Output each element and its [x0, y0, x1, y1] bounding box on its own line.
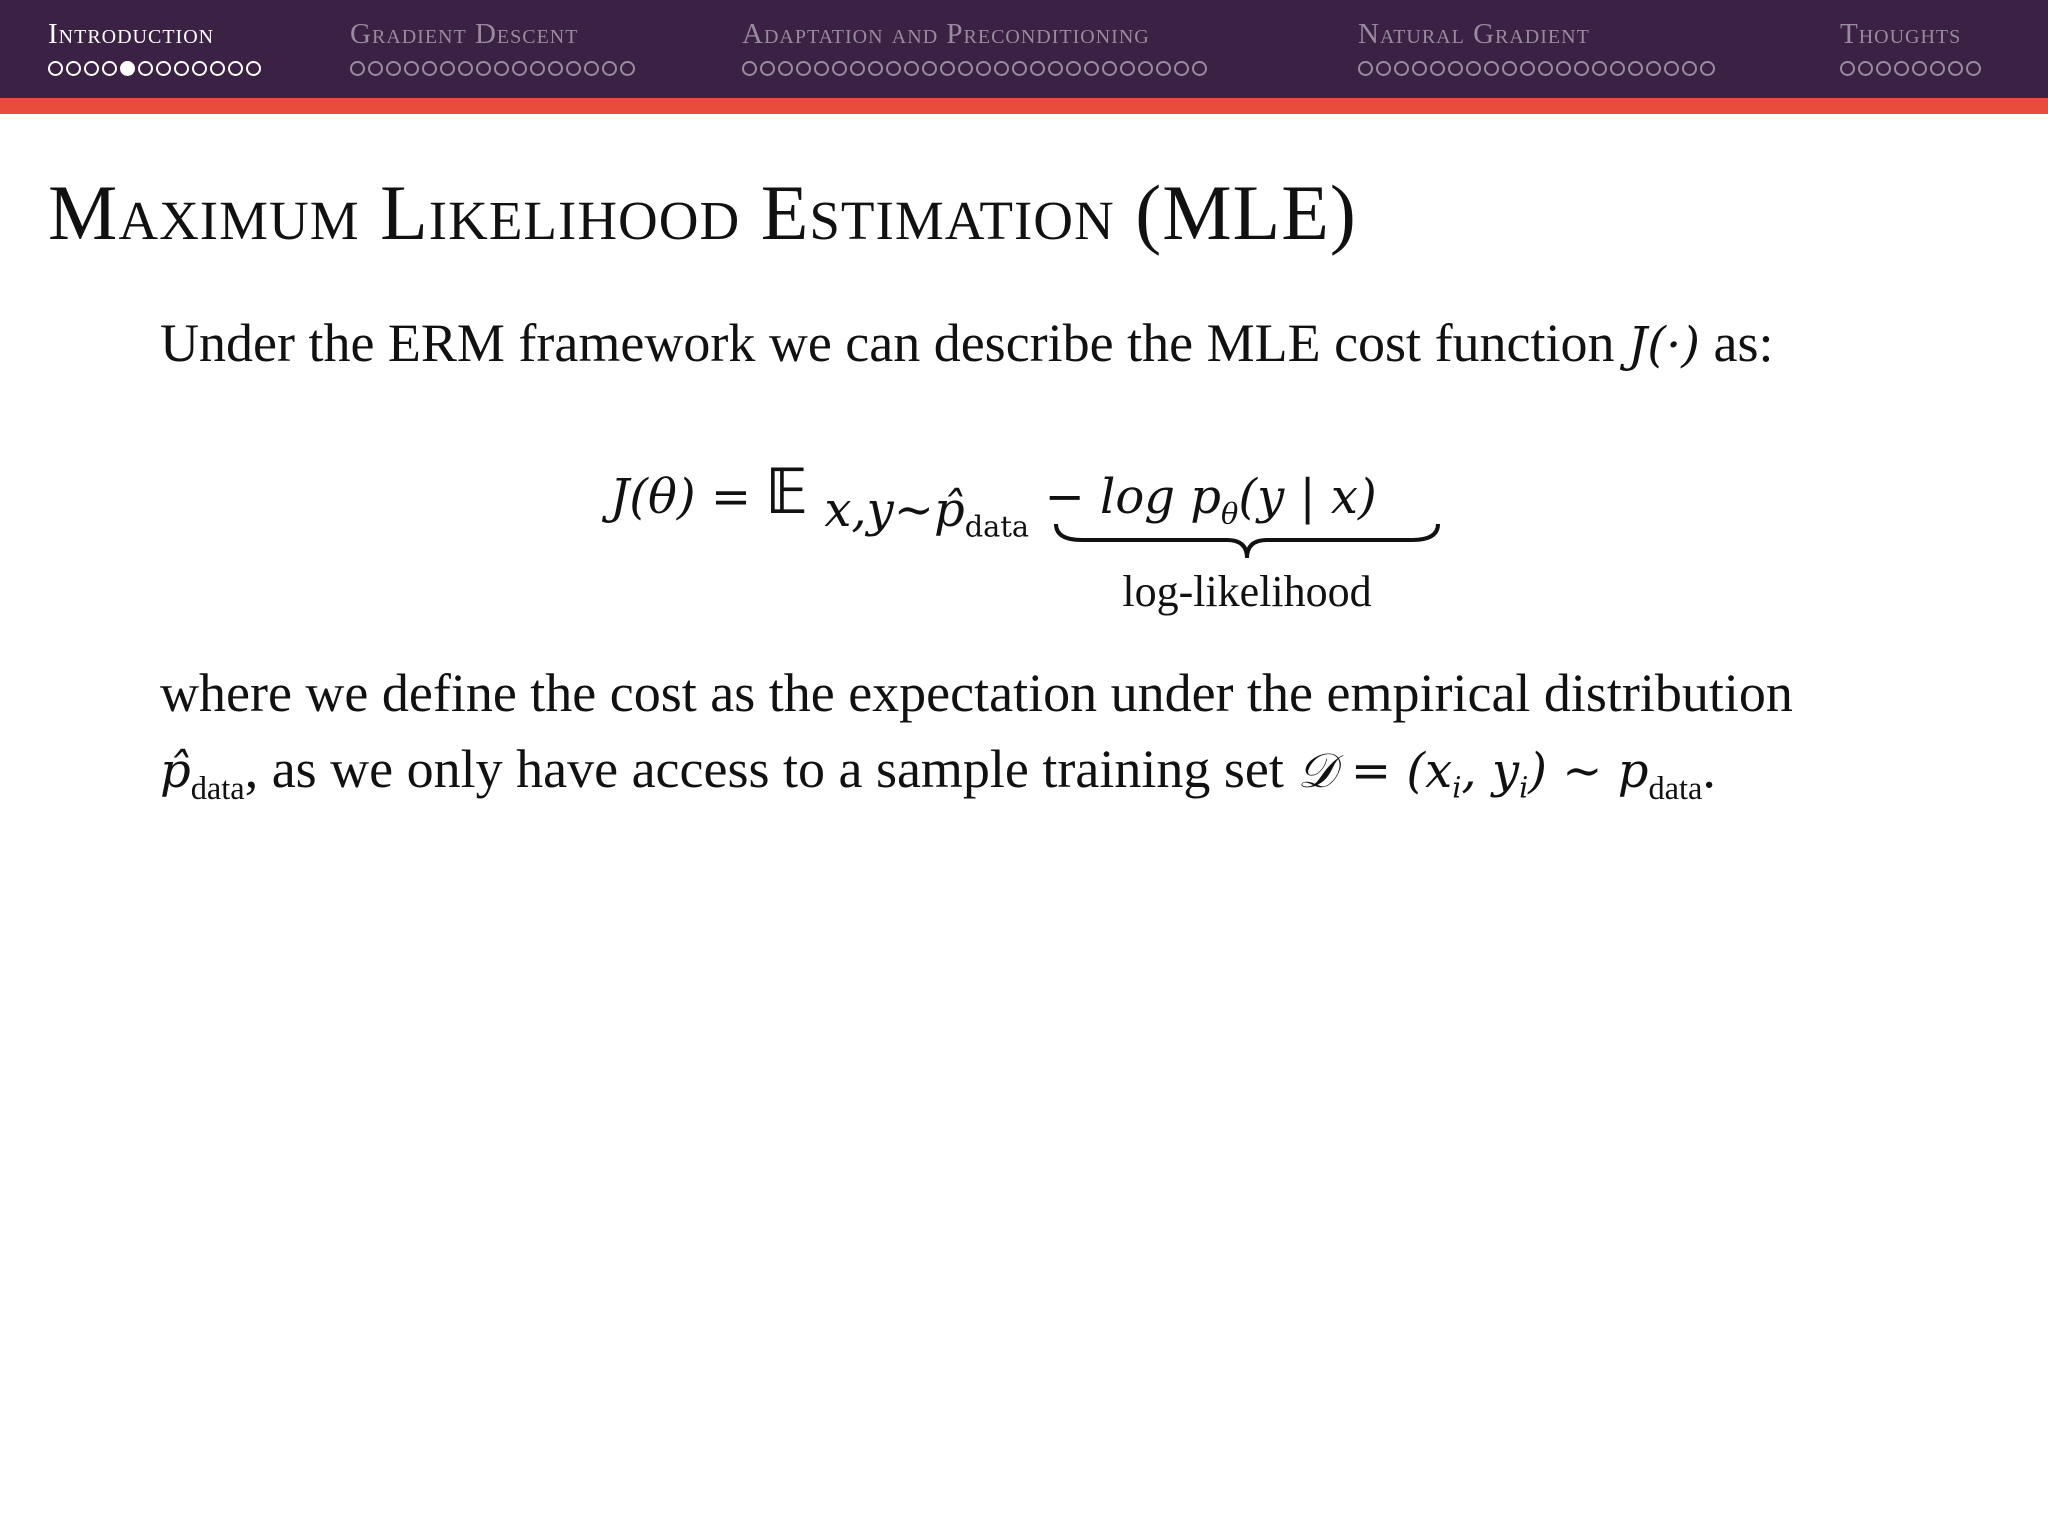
nav-frame-dot[interactable] [440, 61, 455, 76]
nav-frame-dot[interactable] [1138, 61, 1153, 76]
nav-frame-dot[interactable] [1394, 61, 1409, 76]
nav-frame-dot[interactable] [1412, 61, 1427, 76]
nav-section-dots [742, 61, 1207, 76]
nav-frame-dot[interactable] [1628, 61, 1643, 76]
nav-section-introduction[interactable] [48, 18, 261, 76]
nav-frame-dot[interactable] [1030, 61, 1045, 76]
expectation-subscript-vars: x,y∼p̂ [824, 482, 965, 539]
nav-frame-dot[interactable] [1840, 61, 1855, 76]
nav-frame-dot[interactable] [138, 61, 153, 76]
nav-frame-dot[interactable] [760, 61, 775, 76]
nav-frame-dot[interactable] [742, 61, 757, 76]
nav-frame-dot[interactable] [1876, 61, 1891, 76]
dataset-math [1297, 743, 1649, 805]
nav-frame-dot[interactable] [1448, 61, 1463, 76]
expectation-subscript-data: data [964, 509, 1030, 544]
nav-frame-dot[interactable] [1664, 61, 1679, 76]
nav-section-natural-gradient[interactable] [1358, 18, 1715, 76]
nav-frame-dot[interactable] [228, 61, 243, 76]
nav-frame-dot[interactable] [994, 61, 1009, 76]
accent-stripe [0, 98, 2048, 114]
nav-frame-dot[interactable] [1556, 61, 1571, 76]
nav-frame-dot[interactable] [814, 61, 829, 76]
nav-section-title[interactable]: Natural Gradient [1358, 18, 1590, 50]
nav-frame-dot[interactable] [422, 61, 437, 76]
nav-frame-dot[interactable] [620, 61, 635, 76]
log-term-main: − log p [1044, 469, 1222, 525]
nav-frame-dot[interactable] [66, 61, 81, 76]
nav-frame-dot[interactable] [102, 61, 117, 76]
nav-frame-dot[interactable] [1646, 61, 1661, 76]
dataset-index-i2: i [1519, 770, 1529, 805]
nav-frame-dot[interactable] [1930, 61, 1945, 76]
nav-section-gradient-descent[interactable] [350, 18, 635, 76]
explanation-line-1: where we define the cost as the expectation under the empirical distribution [160, 663, 1793, 723]
nav-frame-dot[interactable] [1858, 61, 1873, 76]
nav-frame-dot[interactable] [1538, 61, 1553, 76]
nav-frame-dot[interactable] [386, 61, 401, 76]
nav-frame-dot[interactable] [1610, 61, 1625, 76]
nav-section-title[interactable]: Adaptation and Preconditioning [742, 18, 1150, 50]
p-hat-subscript: data [190, 770, 245, 807]
intro-tail: as: [1713, 313, 1774, 373]
nav-frame-dot[interactable] [1894, 61, 1909, 76]
nav-section-dots [1840, 61, 1981, 76]
slide-title: Maximum Likelihood Estimation (MLE) [48, 169, 1357, 256]
nav-frame-dot[interactable] [1430, 61, 1445, 76]
nav-frame-dot[interactable] [350, 61, 365, 76]
nav-frame-dot[interactable] [210, 61, 225, 76]
nav-frame-dot[interactable] [192, 61, 207, 76]
nav-frame-dot[interactable] [1502, 61, 1517, 76]
nav-frame-dot[interactable] [1120, 61, 1135, 76]
nav-frame-dot[interactable] [1912, 61, 1927, 76]
nav-frame-dot[interactable] [530, 61, 545, 76]
nav-frame-dot[interactable] [1174, 61, 1189, 76]
nav-frame-dot[interactable] [976, 61, 991, 76]
expectation-subscript [824, 482, 1030, 544]
nav-frame-dot[interactable] [246, 61, 261, 76]
nav-frame-dot[interactable] [1592, 61, 1607, 76]
nav-frame-dot[interactable] [1102, 61, 1117, 76]
underbrace [1052, 520, 1442, 562]
nav-frame-dot[interactable] [1484, 61, 1499, 76]
nav-frame-dot[interactable] [904, 61, 919, 76]
nav-frame-dot[interactable] [404, 61, 419, 76]
explanation-text: , as we only have access to a sample training set [244, 739, 1298, 799]
dataset-index-i: i [1452, 770, 1462, 805]
sentence-period: . [1702, 739, 1716, 799]
nav-frame-dot[interactable] [476, 61, 491, 76]
nav-frame-dot[interactable] [940, 61, 955, 76]
explanation-line-2 [160, 731, 1793, 827]
nav-frame-dot[interactable] [584, 61, 599, 76]
nav-frame-dot[interactable] [832, 61, 847, 76]
nav-section-thoughts[interactable] [1840, 18, 1981, 76]
intro-math: J(·) [1628, 317, 1700, 373]
intro-paragraph [160, 305, 1773, 383]
intro-text: Under the ERM framework we can describe the MLE cost function [160, 313, 1615, 373]
nav-frame-dot[interactable] [868, 61, 883, 76]
p-hat-symbol: p̂ [160, 743, 191, 799]
nav-frame-dot[interactable] [84, 61, 99, 76]
expectation-symbol: 𝔼 [766, 455, 809, 528]
p-data-subscript: data [1648, 770, 1703, 807]
nav-frame-dot[interactable] [1376, 61, 1391, 76]
underbrace-label: log-likelihood [1122, 567, 1372, 616]
nav-frame-dot[interactable] [48, 61, 63, 76]
nav-frame-dot[interactable] [602, 61, 617, 76]
nav-section-title[interactable]: Gradient Descent [350, 18, 579, 50]
nav-frame-dot[interactable] [1192, 61, 1207, 76]
nav-frame-dot[interactable] [566, 61, 581, 76]
dataset-math-start: 𝒟 = (x [1297, 743, 1453, 799]
nav-frame-dot[interactable] [156, 61, 171, 76]
nav-section-dots [350, 61, 635, 76]
nav-frame-dot[interactable] [1520, 61, 1535, 76]
nav-frame-dot[interactable] [368, 61, 383, 76]
nav-frame-dot[interactable] [886, 61, 901, 76]
nav-frame-dot[interactable] [1574, 61, 1589, 76]
log-term-theta: θ [1221, 496, 1239, 531]
nav-frame-dot[interactable] [778, 61, 793, 76]
nav-section-title[interactable]: Thoughts [1840, 18, 1962, 50]
nav-frame-dot[interactable] [548, 61, 563, 76]
nav-section-adaptation[interactable] [742, 18, 1207, 76]
nav-frame-dot[interactable] [1966, 61, 1981, 76]
equation-lhs: J(θ) = [610, 469, 767, 525]
nav-frame-dot[interactable] [1012, 61, 1027, 76]
nav-frame-dot[interactable] [1156, 61, 1171, 76]
nav-frame-dot[interactable] [1682, 61, 1697, 76]
nav-frame-dot[interactable] [458, 61, 473, 76]
nav-frame-dot[interactable] [1948, 61, 1963, 76]
nav-frame-dot[interactable] [922, 61, 937, 76]
nav-frame-dot[interactable] [1084, 61, 1099, 76]
nav-section-title[interactable]: Introduction [48, 18, 215, 50]
nav-frame-dot[interactable] [512, 61, 527, 76]
nav-frame-dot[interactable] [796, 61, 811, 76]
nav-section-dots [1358, 61, 1715, 76]
nav-frame-dot[interactable] [958, 61, 973, 76]
nav-section-dots [48, 61, 261, 76]
dataset-math-mid: , y [1461, 743, 1520, 799]
log-term-args: (y | x) [1238, 469, 1377, 525]
nav-frame-dot[interactable] [120, 61, 135, 76]
dataset-math-end: ) ∼ p [1528, 743, 1649, 799]
nav-frame-dot[interactable] [174, 61, 189, 76]
log-term [1044, 469, 1377, 531]
nav-frame-dot[interactable] [1700, 61, 1715, 76]
nav-frame-dot[interactable] [850, 61, 865, 76]
nav-frame-dot[interactable] [494, 61, 509, 76]
nav-frame-dot[interactable] [1066, 61, 1081, 76]
nav-frame-dot[interactable] [1358, 61, 1373, 76]
nav-frame-dot[interactable] [1048, 61, 1063, 76]
nav-frame-dot[interactable] [1466, 61, 1481, 76]
section-navbar [0, 0, 2048, 98]
explanation-paragraph [160, 655, 1793, 827]
